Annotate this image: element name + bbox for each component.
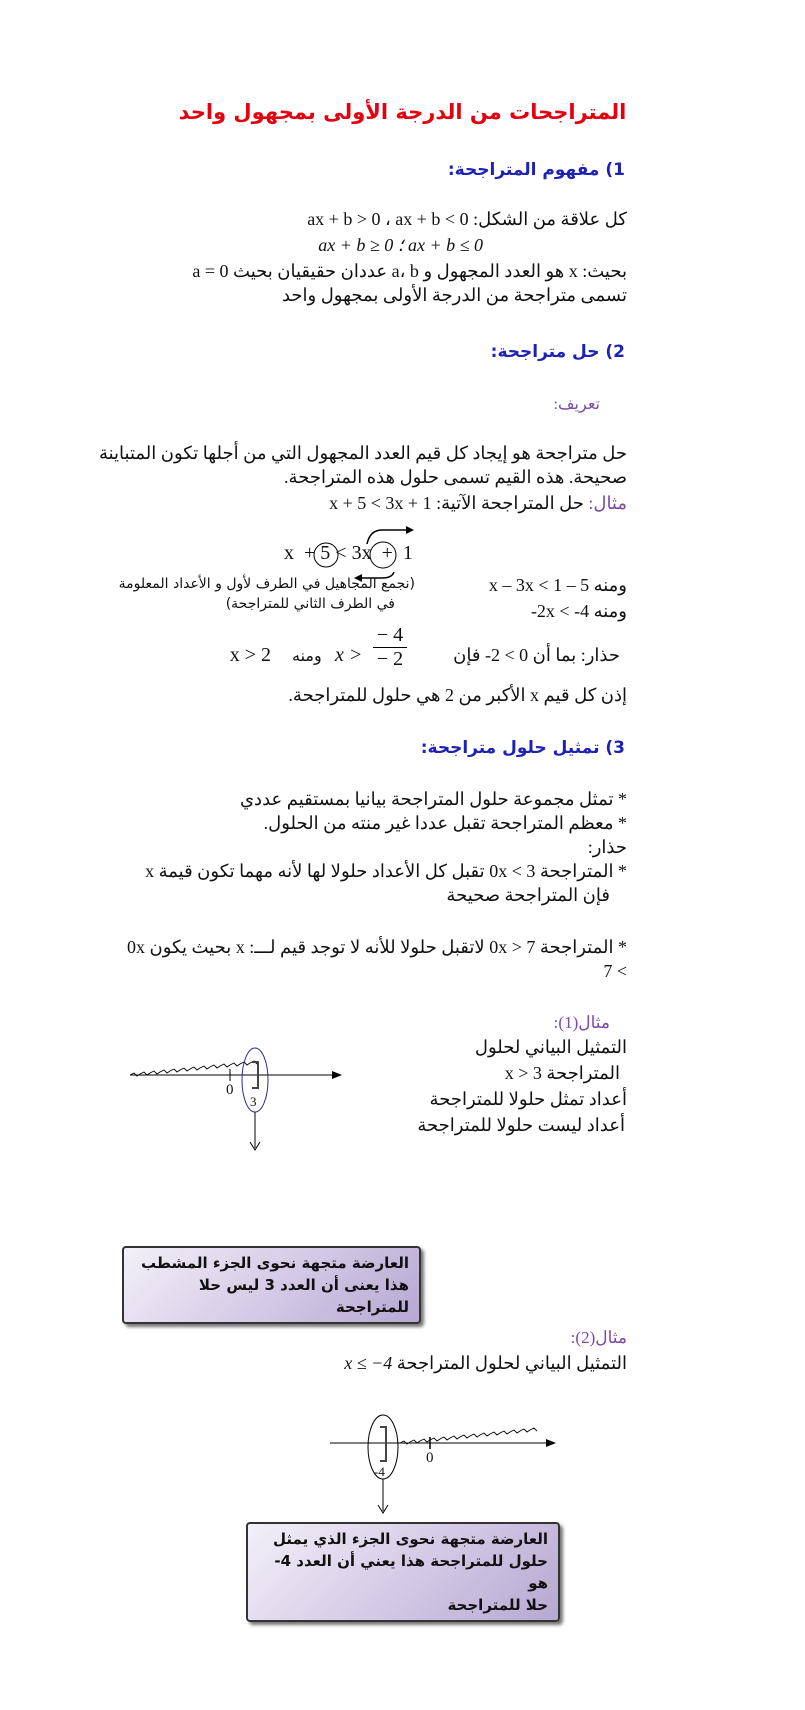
callout-2-line-3: حلا للمتراجحة bbox=[447, 1596, 548, 1614]
axis-2-bound-label: -4 bbox=[374, 1464, 385, 1479]
example-2-text: التمثيل البياني لحلول المتراجحة bbox=[396, 1353, 627, 1373]
transposition-equation bbox=[284, 542, 484, 565]
term-x: x bbox=[284, 542, 294, 564]
step-2-prefix: ومنه bbox=[593, 601, 627, 621]
example-2-math: x ≤ −4 bbox=[344, 1353, 393, 1373]
conclusion: إذن كل قيم x الأكبر من 2 هي حلول للمتراجحة. bbox=[288, 685, 627, 705]
callout-2 bbox=[246, 1522, 560, 1622]
definition-label: تعريف: bbox=[553, 396, 600, 413]
term-one: 1 bbox=[402, 542, 413, 564]
plus-sign: + bbox=[381, 542, 393, 564]
example-text: حل المتراجحة الآتية: bbox=[436, 493, 584, 513]
section-1-line-3: بحيث: x هو العدد المجهول و a، b عددان حقيقيان بحيث a = 0 bbox=[192, 261, 627, 281]
callout-1-line-2: هذا يعنى أن العدد 3 ليس حلا للمتراجحة bbox=[198, 1276, 409, 1316]
axis-2-zero-label: 0 bbox=[426, 1450, 434, 1466]
section-1-line-4: تسمى متراجحة من الدرجة الأولى بمجهول واحد bbox=[281, 285, 627, 305]
step-1-note-2: في الطرف الثاني للمتراجحة) bbox=[225, 596, 395, 612]
example-1-label: مثال(1): bbox=[553, 1013, 610, 1032]
fraction bbox=[370, 624, 410, 671]
callout-1 bbox=[122, 1246, 421, 1324]
section-2-heading: 2) حل متراجحة: bbox=[490, 342, 625, 362]
less-than: < bbox=[335, 542, 347, 564]
fraction-denominator: − 2 bbox=[376, 648, 404, 670]
arrow-right-head bbox=[406, 526, 414, 534]
fraction-numerator: − 4 bbox=[376, 624, 404, 646]
axis-1-zero-label: 0 bbox=[226, 1082, 234, 1098]
line-1-text: كل علاقة من الشكل: bbox=[473, 209, 627, 229]
example-1-line-4: أعداد ليست حلولا للمتراجحة bbox=[417, 1115, 625, 1135]
hatching bbox=[400, 1428, 537, 1444]
section-1-line-1 bbox=[107, 206, 627, 232]
caution-x: x > bbox=[335, 644, 363, 666]
bullet-2: * معظم المتراجحة تقبل عددا غير منته من الحلول. bbox=[263, 813, 627, 833]
bullet-4-line-1: * المتراجحة 7 < 0x لاتقبل حلولا للأنه لا توجد قيم لـــ: x بحيث يكون 0x bbox=[127, 937, 627, 957]
page-title: المتراجحات من الدرجة الأولى بمجهول واحد bbox=[178, 100, 627, 124]
definition-line-2: صحيحة. هذه القيم تسمى حلول هذه المتراجحة. bbox=[284, 467, 627, 487]
example-2-label: مثال(2): bbox=[570, 1328, 627, 1347]
example-math: x + 5 < 3x + 1 bbox=[329, 493, 432, 513]
bullet-3-line-2: فإن المتراجحة صحيحة bbox=[446, 885, 610, 905]
axis-arrow bbox=[546, 1439, 556, 1447]
number-line-1 bbox=[120, 1040, 360, 1160]
example-1-line-3: أعداد تمثل حلولا للمتراجحة bbox=[429, 1089, 627, 1109]
step-1-note-1: (نجمع المجاهيل في الطرف لأول و الأعداد المعلومة bbox=[118, 576, 415, 592]
caution-label: حذار: bbox=[587, 837, 627, 857]
line-1-math: ax + b > 0 ، ax + b < 0 bbox=[307, 209, 469, 229]
step-2 bbox=[427, 598, 627, 624]
bullet-1: * تمثل مجموعة حلول المتراجحة بيانيا بمستقيم عددي bbox=[239, 789, 627, 809]
plus-sign: + bbox=[304, 542, 316, 564]
term-five: 5 bbox=[320, 542, 331, 564]
axis-1-bound-label: 3 bbox=[250, 1094, 257, 1109]
example-1-line-1: التمثيل البياني لحلول bbox=[474, 1037, 627, 1057]
definition-line-1: حل متراجحة هو إيجاد كل قيم العدد المجهول التي من أجلها تكون المتباينة bbox=[98, 443, 627, 463]
example-statement bbox=[37, 490, 627, 516]
axis-arrow bbox=[332, 1071, 342, 1079]
term-threex: 3x bbox=[351, 542, 372, 564]
section-1-heading: 1) مفهوم المتراجحة: bbox=[447, 160, 625, 180]
step-2-math: -2x < -4 bbox=[530, 601, 590, 621]
bullet-3-line-1: * المتراجحة 3 > 0x تقبل كل الأعداد حلولا لها لأنه مهما تكون قيمة x bbox=[145, 861, 627, 881]
example-2-line-1 bbox=[227, 1350, 627, 1376]
step-1 bbox=[427, 572, 627, 598]
example-label: مثال: bbox=[588, 493, 627, 513]
bracket bbox=[380, 1427, 386, 1461]
bullet-4-line-2: > 7 bbox=[603, 961, 627, 981]
step-1-prefix: ومنه bbox=[593, 575, 627, 595]
callout-1-line-1: العارضة متجهة نحوى الجزء المشطب bbox=[141, 1254, 409, 1272]
section-1-line-2 bbox=[183, 232, 483, 258]
example-1-line-2: المتراجحة 3 < x bbox=[504, 1063, 620, 1083]
callout-2-line-2: حلول للمتراجحة هذا يعني أن العدد 4- هو bbox=[274, 1552, 548, 1592]
hatching bbox=[130, 1061, 257, 1076]
section-3-heading: 3) تمثيل حلول متراجحة: bbox=[420, 738, 625, 758]
step-1-math: x – 3x < 1 – 5 bbox=[488, 575, 590, 595]
line-2-math: ax + b ≥ 0 ؛ ax + b ≤ 0 bbox=[318, 235, 483, 255]
callout-2-line-1: العارضة متجهة نحوى الجزء الذي يمثل bbox=[273, 1530, 548, 1548]
caution-text: حذار: بما أن 0 > 2- فإن bbox=[453, 645, 620, 665]
caution-then: ومنه bbox=[292, 646, 322, 665]
number-line-2 bbox=[320, 1405, 560, 1525]
